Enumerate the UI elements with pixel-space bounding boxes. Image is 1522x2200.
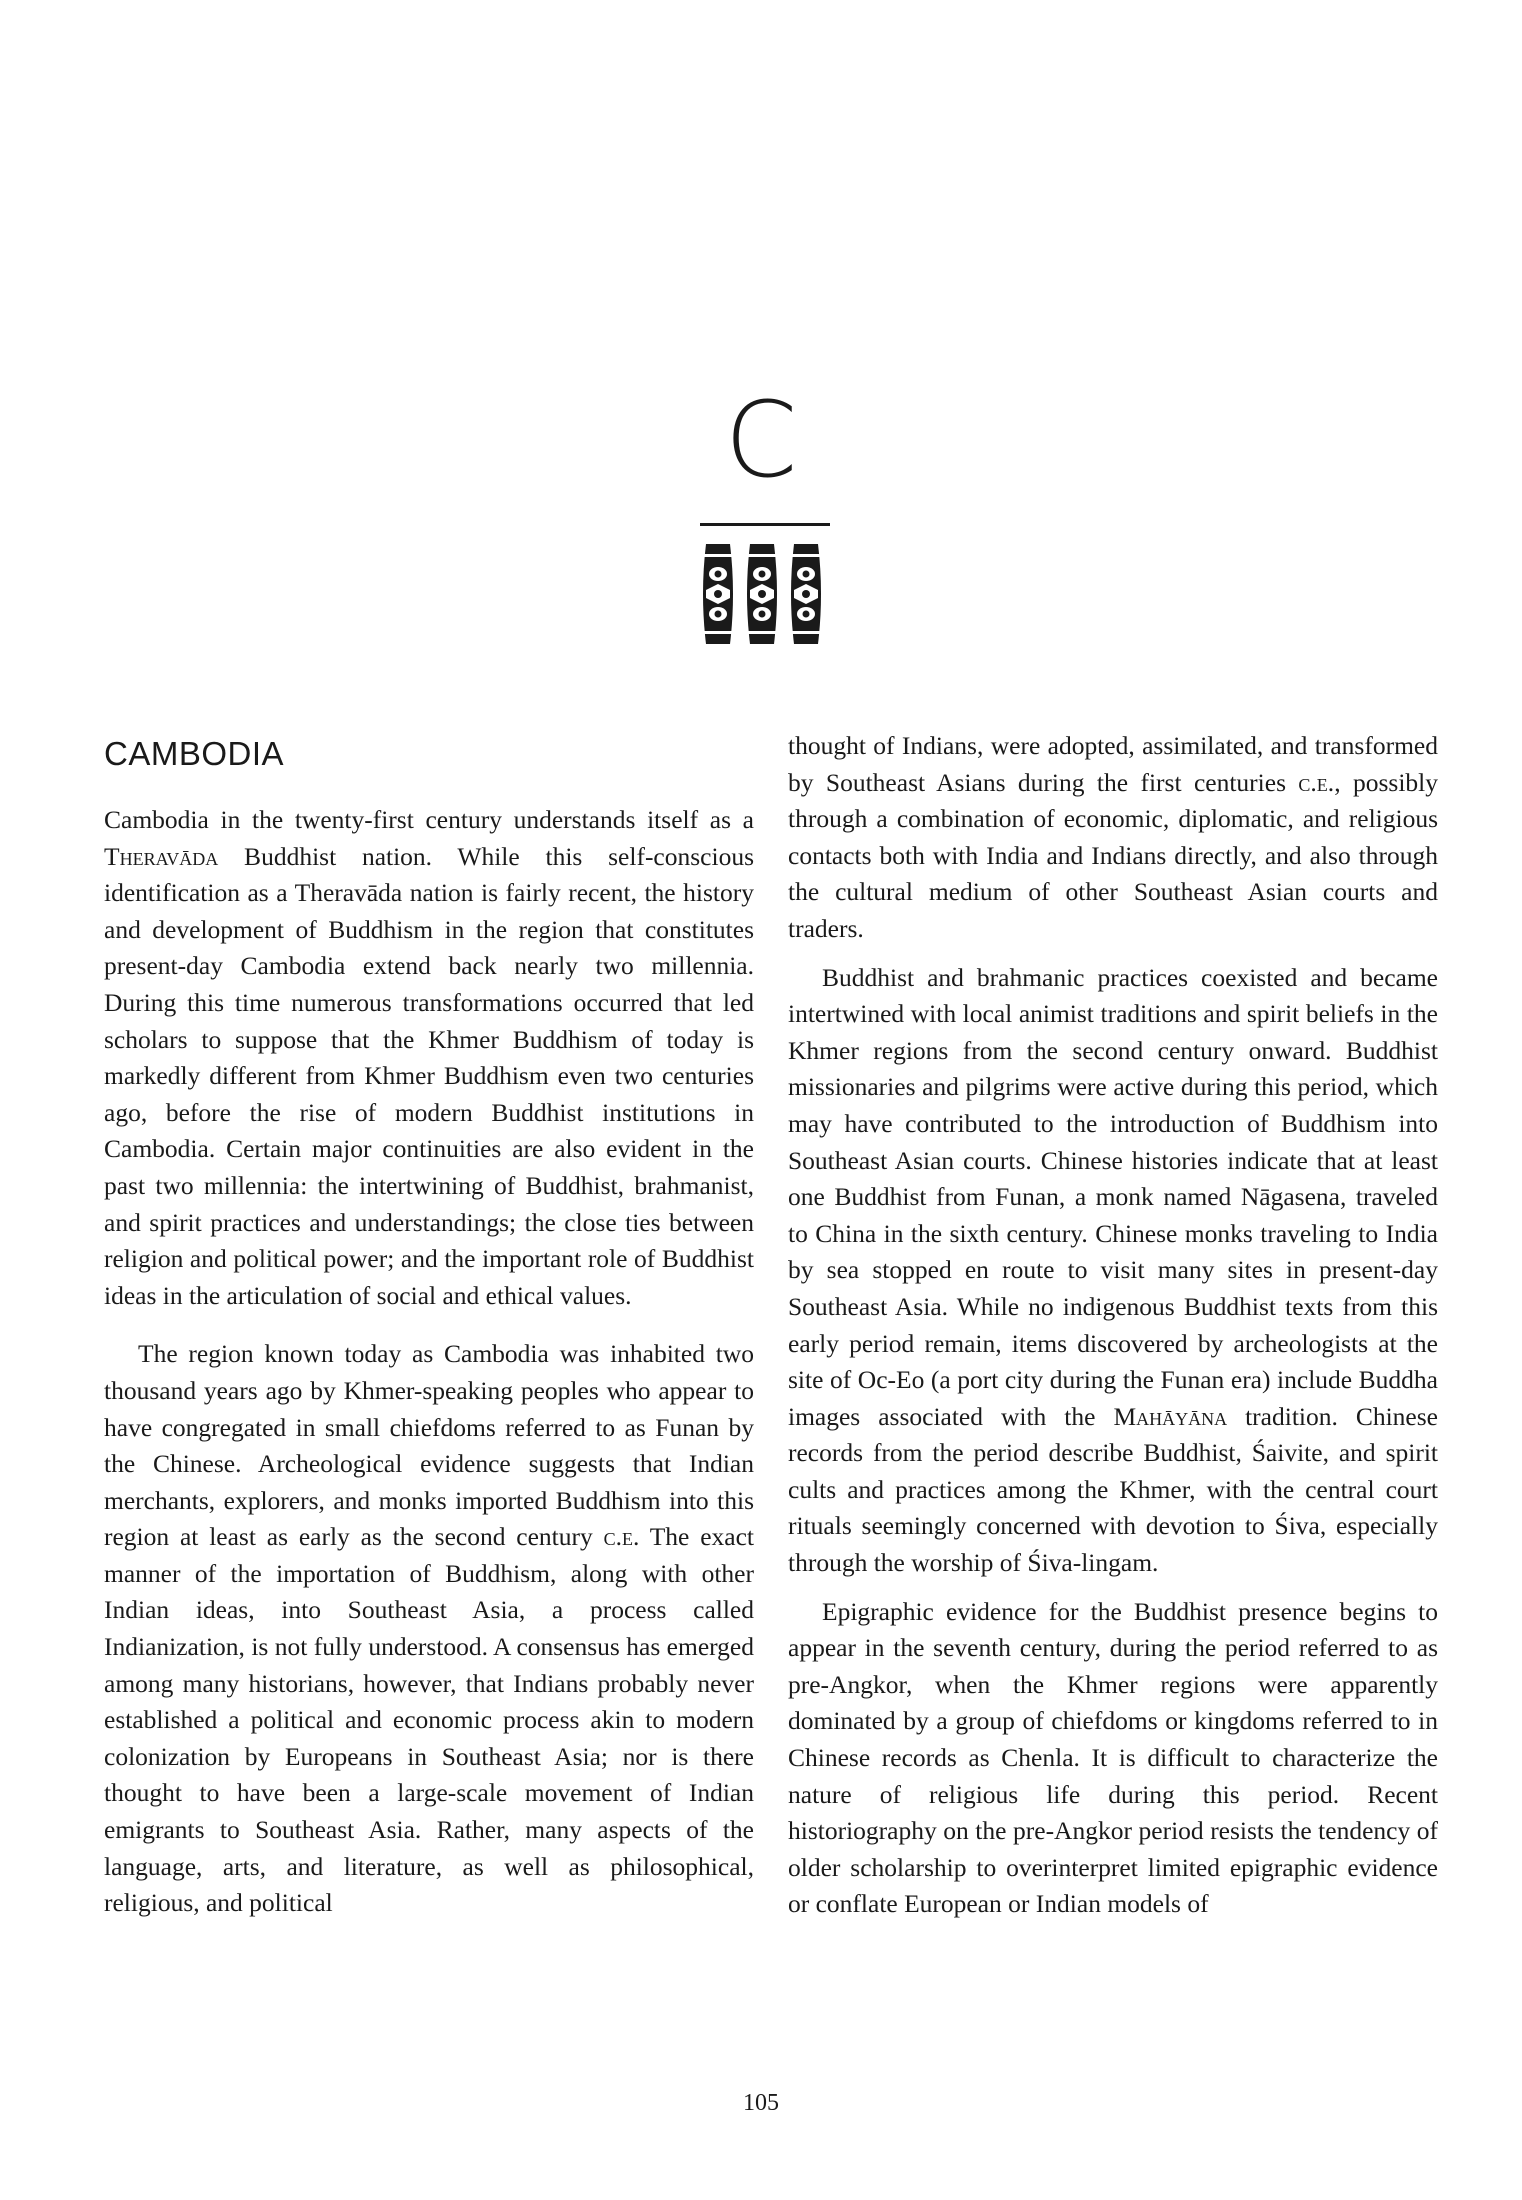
paragraph: Buddhist and brahmanic practices coexisted and became intertwined with local animist traditions and spirit beliefs in the Khmer regions from the second century onward. Buddhist missionaries and pilgrims were active during this period, which may have contributed to the introduction of Buddhism into Southeast Asian courts. Chinese histories indicate that at least one Buddhist from Funan, a monk named Nāgasena, traveled to China in the sixth century. Chinese monks traveling to India by sea stopped en route to visit many sites in present-day Southeast Asia. While no indigenous Buddhist texts from this early period remain, items discovered by archeologists at the site of Oc-Eo (a port city during the Funan era) include Buddha images associated with the Mahāyāna tradition. Chinese records from the period describe Buddhist, Śaivite, and spirit cults and practices among the Khmer, with the central court rituals seemingly concerned with devotion to Śiva, especially through the worship of Śiva-lingam. xyxy=(788,962,1438,1578)
paragraph: thought of Indians, were adopted, assimilated, and transformed by Southeast Asians during the first centuries c.e., possibly through a combination of economic, diplomatic, and religious contacts both with India and Indians directly, and also through the cultural medium of other Southeast Asian courts and traders. xyxy=(788,731,1438,943)
right-column xyxy=(788,728,1438,1923)
chapter-letter: C xyxy=(724,379,798,501)
era-abbreviation: c.e. xyxy=(1298,767,1335,797)
cross-reference-term: Mahāyāna xyxy=(1113,1401,1228,1431)
triple-bead-ornament-icon xyxy=(698,540,828,648)
era-abbreviation: c.e. xyxy=(603,1522,640,1552)
left-column xyxy=(104,728,754,1922)
paragraph: Epigraphic evidence for the Buddhist presence begins to appear in the seventh century, during the period referred to as pre-Angkor, when the Khmer regions were apparently dominated by a group of chiefdoms or kingdoms referred to in Chinese records as Chenla. It is difficult to characterize the nature of religious life during this period. Recent historiography on the pre-Angkor period resists the tendency of older scholarship to overinterpret limited epigraphic evidence or conflate European or Indian models of xyxy=(788,1596,1438,1919)
paragraph: The region known today as Cambodia was inhabited two thousand years ago by Khmer-speaking peoples who appear to have congregated in small chiefdoms referred to as Funan by the Chinese. Archeological evidence suggests that Indian merchants, explorers, and monks imported Buddhism into this region at least as early as the second century c.e. The exact manner of the importation of Buddhism, along with other Indian ideas, into Southeast Asia, a process called Indianization, is not fully understood. A consensus has emerged among many historians, however, that Indians probably never established a political and economic process akin to modern colonization by Europeans in Southeast Asia; nor is there thought to have been a large-scale movement of Indian emigrants to Southeast Asia. Rather, many aspects of the language, arts, and literature, as well as philosophical, religious, and political xyxy=(104,1339,754,1918)
page-number: 105 xyxy=(743,2090,779,2116)
entry-title: CAMBODIA xyxy=(104,735,285,772)
chapter-rule xyxy=(700,523,830,526)
paragraph: Cambodia in the twenty-first century understands itself as a Theravāda Buddhist nation. While this self-conscious identification as a Theravāda nation is fairly recent, the history and development of Buddhism in the region that constitutes present-day Cambodia extend back nearly two millennia. During this time numerous transformations occurred that led scholars to suppose that the Khmer Buddhism of today is markedly different from Khmer Buddhism even two centuries ago, before the rise of modern Buddhist institutions in Cambodia. Certain major continuities are also evident in the past two millennia: the intertwining of Buddhist, brahmanist, and spirit practices and understandings; the close ties between religion and political power; and the important role of Buddhist ideas in the articulation of social and ethical values. xyxy=(104,805,754,1310)
cross-reference-term: Theravāda xyxy=(104,841,219,871)
